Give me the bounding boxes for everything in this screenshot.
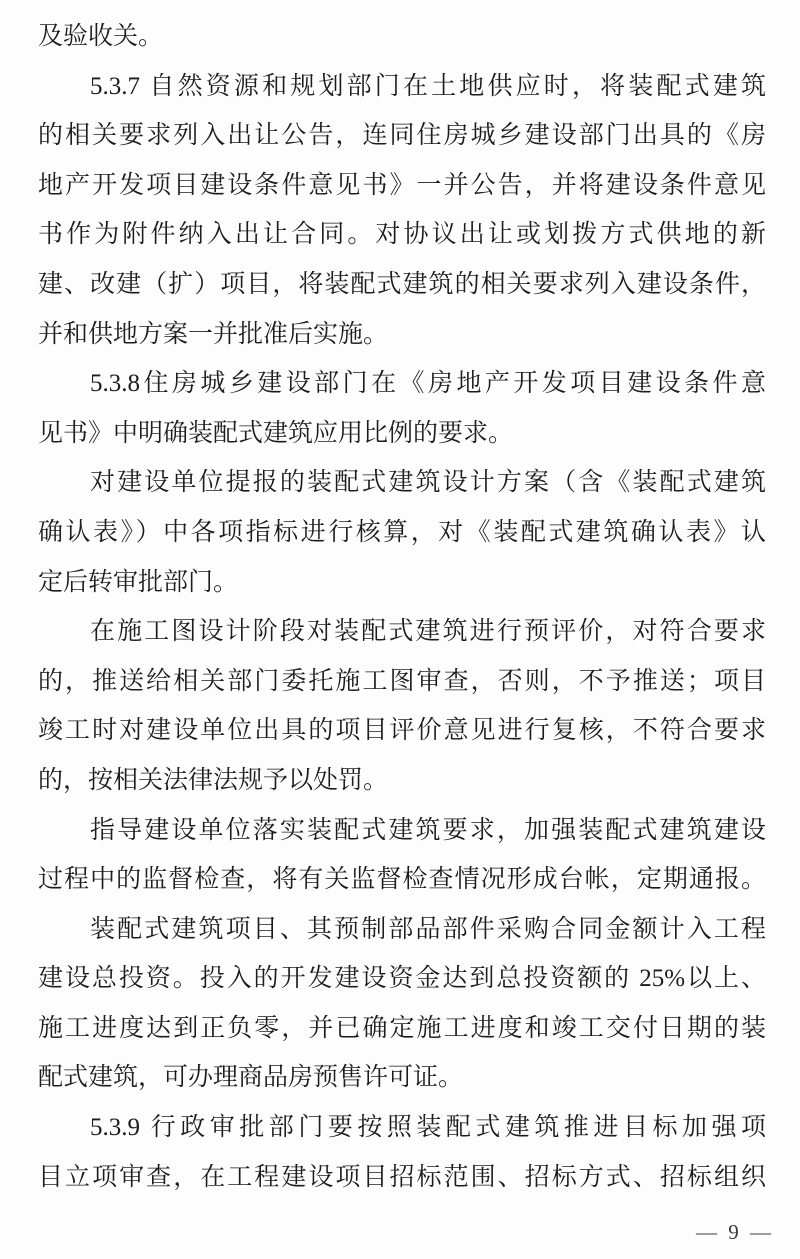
text-line: 定后转审批部门。 <box>38 568 239 596</box>
text-line: 5.3.8住房城乡建设部门在《房地产开发项目建设条件意 <box>90 370 766 398</box>
text-line: 5.3.9 行政审批部门要按照装配式建筑推进目标加强项 <box>90 1114 766 1142</box>
text-line: 施工进度达到正负零，并已确定施工进度和竣工交付日期的装 <box>38 1014 766 1042</box>
text-line: 竣工时对建设单位出具的项目评价意见进行复核，不符合要求 <box>38 717 766 745</box>
text-line: 建设总投资。投入的开发建设资金达到总投资额的 25%以上、 <box>38 965 766 993</box>
text-line: 及验收关。 <box>38 23 164 50</box>
text-line: 地产开发项目建设条件意见书》一并公告，并将建设条件意见 <box>38 171 766 199</box>
text-line: 5.3.7 自然资源和规划部门在土地供应时，将装配式建筑 <box>90 72 766 100</box>
text-line: 见书》中明确装配式建筑应用比例的要求。 <box>38 419 514 447</box>
page-number: — 9 — <box>696 1220 774 1244</box>
text-line: 的相关要求列入出让公告，连同住房城乡建设部门出具的《房 <box>38 122 766 150</box>
text-line: 并和供地方案一并批准后实施。 <box>38 320 389 348</box>
text-line: 指导建设单位落实装配式建筑要求，加强装配式建筑建设 <box>90 816 766 844</box>
text-line: 书作为附件纳入出让合同。对协议出让或划拨方式供地的新 <box>38 221 766 249</box>
text-line: 目立项审查，在工程建设项目招标范围、招标方式、招标组织 <box>38 1163 766 1191</box>
text-line: 装配式建筑项目、其预制部品部件采购合同金额计入工程 <box>90 915 766 943</box>
text-line: 确认表》）中各项指标进行核算，对《装配式建筑确认表》认 <box>38 518 766 546</box>
text-line: 的，按相关法律法规予以处罚。 <box>38 766 389 794</box>
text-line: 对建设单位提报的装配式建筑设计方案（含《装配式建筑 <box>90 469 766 497</box>
text-line: 过程中的监督检查，将有关监督检查情况形成台帐，定期通报。 <box>38 866 766 894</box>
text-line: 配式建筑，可办理商品房预售许可证。 <box>38 1064 464 1092</box>
text-line: 的，推送给相关部门委托施工图审查，否则，不予推送；项目 <box>38 667 766 695</box>
text-line: 在施工图设计阶段对装配式建筑进行预评价，对符合要求 <box>90 618 766 646</box>
text-line: 建、改建（扩）项目，将装配式建筑的相关要求列入建设条件， <box>38 270 766 298</box>
